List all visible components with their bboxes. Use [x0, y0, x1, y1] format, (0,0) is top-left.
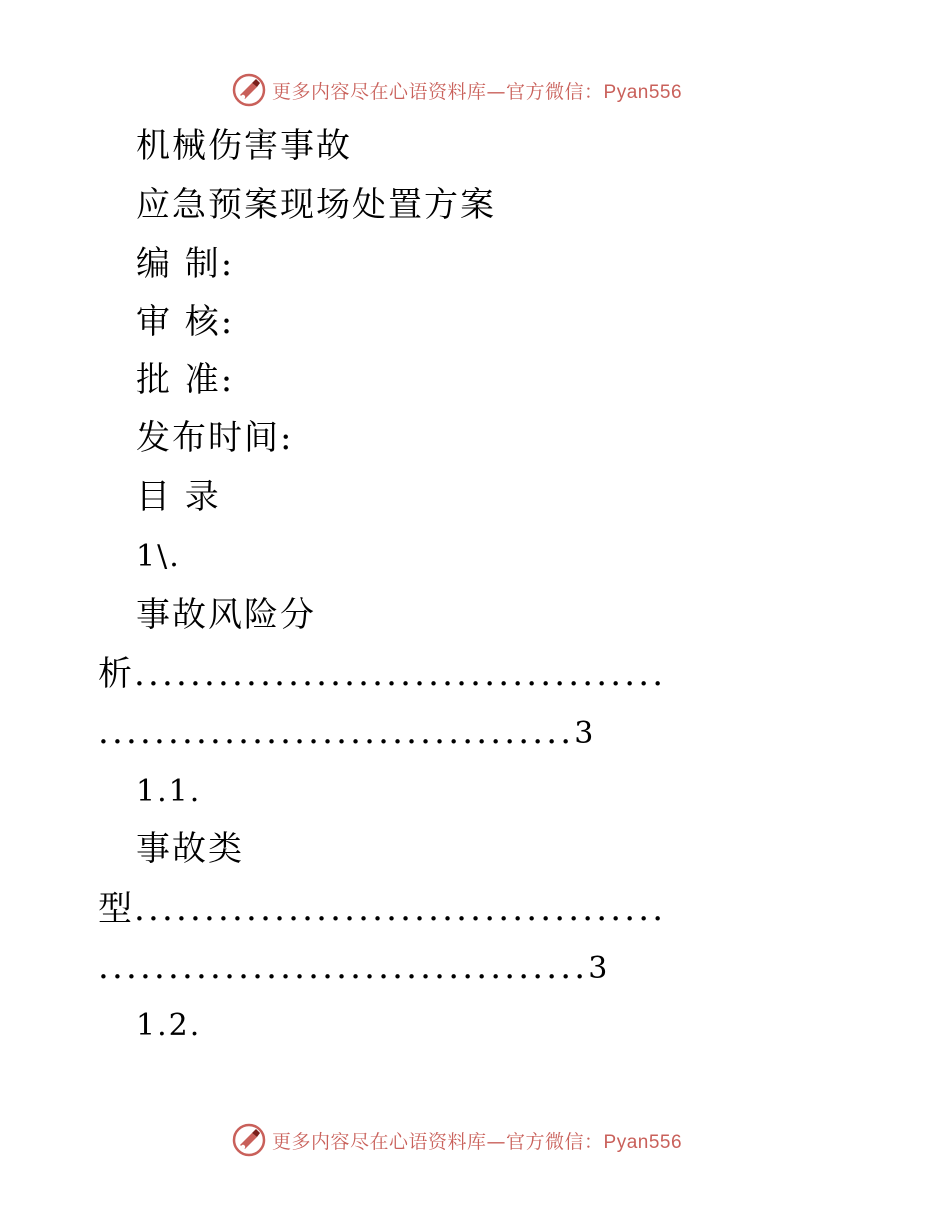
- toc-leader-dots: ..................................: [98, 712, 575, 752]
- watermark-dash: —: [486, 1130, 507, 1153]
- toc-entry-leader-line: [98, 712, 595, 754]
- doc-title-2: 应急预案现场处置方案: [136, 185, 496, 225]
- toc-leader-dots: ......................................: [134, 889, 667, 929]
- pen-logo-icon: [232, 1123, 266, 1157]
- toc-page-number: 3: [574, 716, 596, 751]
- toc-entry-number: 1.1.: [136, 774, 202, 809]
- toc-leader-dots: ......................................: [134, 654, 667, 694]
- field-compile: 编 制:: [136, 244, 235, 284]
- toc-entry-leader-line: [98, 889, 666, 929]
- toc-entry-title: 事故风险分: [136, 595, 316, 635]
- toc-title: 目 录: [136, 477, 221, 517]
- toc-leader-dots: ...................................: [98, 947, 589, 987]
- toc-entry-leader-line: [98, 654, 666, 694]
- doc-title-1: 机械伤害事故: [136, 126, 352, 166]
- watermark-handle: Pyan556: [603, 1131, 683, 1153]
- watermark-sub: 官方微信：: [506, 80, 604, 103]
- field-approve: 批 准:: [136, 360, 235, 400]
- footer-watermark-text: [272, 1127, 682, 1154]
- watermark-main: 更多内容尽在心语资料库: [272, 80, 487, 103]
- toc-entry-title: 事故类: [136, 829, 244, 869]
- watermark-handle: Pyan556: [603, 81, 683, 103]
- footer-watermark: [232, 1120, 682, 1160]
- toc-page-number: 3: [588, 951, 610, 986]
- toc-entry-title-tail: 型: [98, 889, 134, 929]
- toc-entry-leader-line: [98, 947, 609, 989]
- watermark-dash: —: [486, 80, 507, 103]
- watermark-sub: 官方微信：: [506, 1130, 604, 1153]
- field-review: 审 核:: [136, 302, 235, 342]
- toc-entry-title-tail: 析: [98, 654, 134, 694]
- field-publish-time: 发布时间:: [136, 418, 294, 458]
- watermark-main: 更多内容尽在心语资料库: [272, 1130, 487, 1153]
- toc-entry-number: 1.2.: [136, 1008, 202, 1043]
- toc-entry-number: 1\.: [136, 539, 181, 574]
